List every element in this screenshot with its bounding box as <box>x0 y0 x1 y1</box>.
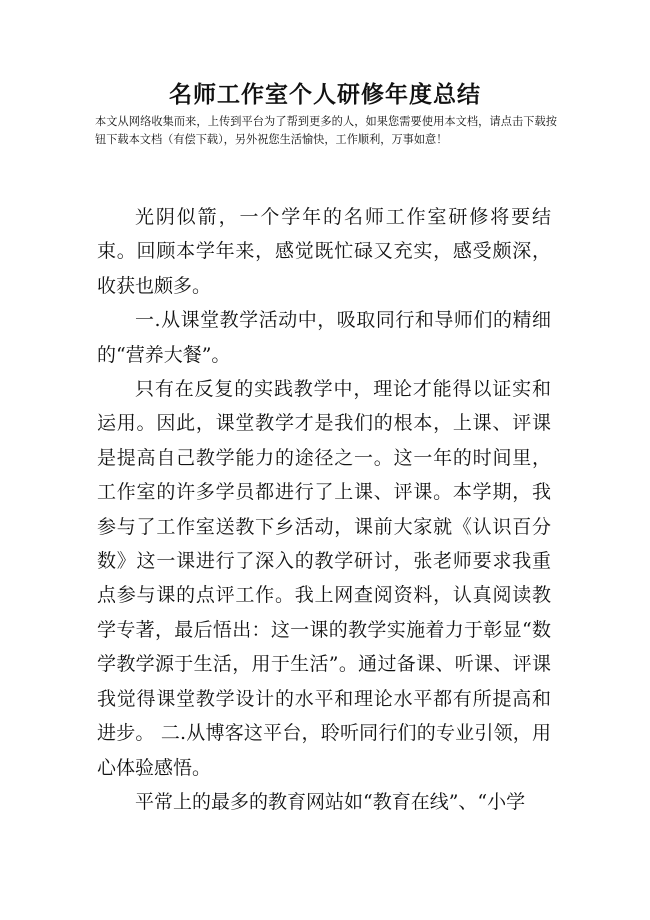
paragraph: 平常上的最多的教育网站如“教育在线”、“小学 <box>135 790 526 813</box>
document-title: 名师工作室个人研修年度总结 <box>169 81 481 108</box>
paragraph: 一.从课堂教学活动中，吸取同行和导师们的精细的“营养大餐”。 <box>97 309 551 366</box>
document-body <box>97 200 551 819</box>
download-notice: 本文从网络收集而来，上传到平台为了帮到更多的人，如果您需要使用本文档，请点击下载按钮下载本文档（有偿下载），另外祝您生活愉快，工作顺利，万事如意！ <box>95 115 557 146</box>
paragraph: 光阴似箭，一个学年的名师工作室研修将要结束。回顾本学年来，感觉既忙碌又充实，感受颇深，收获也颇多。 <box>97 206 551 297</box>
paragraph: 只有在反复的实践教学中，理论才能得以证实和运用。因此，课堂教学才是我们的根本，上课、评课是提高自己教学能力的途径之一。这一年的时间里，工作室的许多学员都进行了上课、评课。本学期，我参与了工作室送教下乡活动，课前大家就《认识百分数》这一课进行了深入的教学研讨，张老师要求我重点参与课的点评工作。我上网查阅资料，认真阅读教学专著，最后悟出：这一课的教学实施着力于彰显“数学教学源于生活，用于生活”。通过备课、听课、评课我觉得课堂教学设计的水平和理论水平都有所提高和进步。 二.从博客这平台，聆听同行们的专业引领，用心体验感悟。 <box>97 378 551 779</box>
